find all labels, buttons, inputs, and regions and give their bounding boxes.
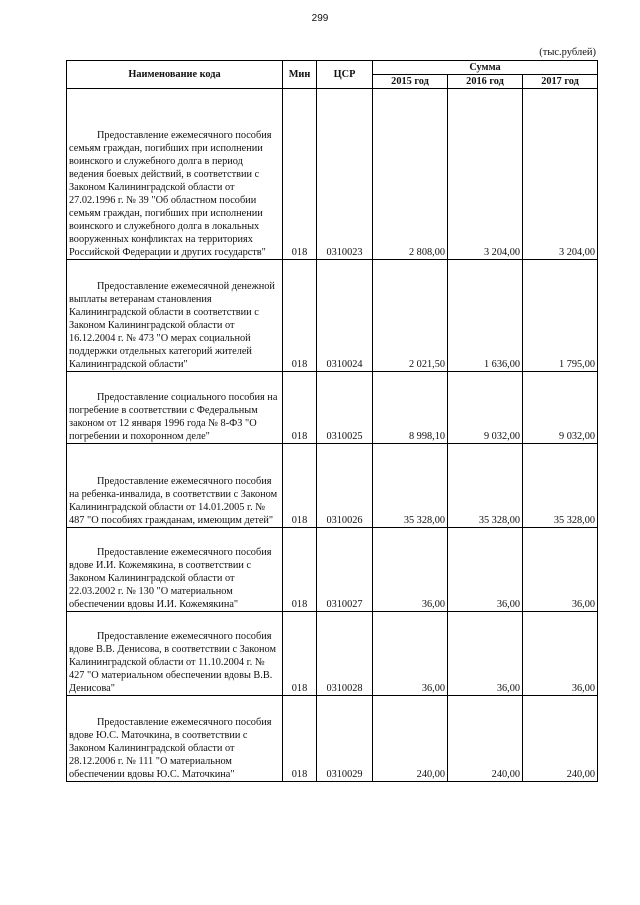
row-csr: 0310029 xyxy=(317,696,373,782)
row-value-2015: 2 021,50 xyxy=(373,260,448,372)
row-name: Предоставление социального пособия на погребение в соответствии с Федеральным законом от 12 января 1996 года № 8-ФЗ "О погребении и похоронном деле" xyxy=(67,372,283,444)
row-value-2015: 240,00 xyxy=(373,696,448,782)
row-min: 018 xyxy=(283,444,317,528)
table-row xyxy=(67,696,598,782)
row-value-2017: 36,00 xyxy=(523,612,598,696)
page-number: 299 xyxy=(311,13,329,24)
row-value-2017: 3 204,00 xyxy=(523,89,598,260)
row-min: 018 xyxy=(283,260,317,372)
row-value-2015: 36,00 xyxy=(373,528,448,612)
row-name: Предоставление ежемесячной денежной выплаты ветеранам становления Калининградской области в соответствии с Законом Калининградской области от 16.12.2004 г. № 473 "О мерах социальной поддержки отдельных категорий жителей Калининградской области" xyxy=(67,260,283,372)
row-name: Предоставление ежемесячного пособия вдове Ю.С. Маточкина, в соответствии с Законом Калининградской области от 28.12.2006 г. № 111 "О материальном обеспечении вдовы Ю.С. Маточкина" xyxy=(67,696,283,782)
row-min: 018 xyxy=(283,696,317,782)
table-row xyxy=(67,612,598,696)
row-value-2015: 36,00 xyxy=(373,612,448,696)
row-name: Предоставление ежемесячного пособия вдове И.И. Кожемякина, в соответствии с Законом Калининградской области от 22.03.2002 г. № 130 "О материальном обеспечении вдовы И.И. Кожемякина" xyxy=(67,528,283,612)
row-value-2015: 35 328,00 xyxy=(373,444,448,528)
row-value-2017: 240,00 xyxy=(523,696,598,782)
row-value-2016: 3 204,00 xyxy=(448,89,523,260)
header-csr: ЦСР xyxy=(317,61,373,89)
units-label: (тыс.рублей) xyxy=(539,47,596,58)
row-name: Предоставление ежемесячного пособия вдове В.В. Денисова, в соответствии с Законом Калининградской области от 11.10.2004 г. № 427 "О материальном обеспечении вдовы В.В. Денисова" xyxy=(67,612,283,696)
table-row xyxy=(67,89,598,260)
table-row xyxy=(67,372,598,444)
row-value-2015: 2 808,00 xyxy=(373,89,448,260)
row-value-2016: 240,00 xyxy=(448,696,523,782)
row-value-2017: 36,00 xyxy=(523,528,598,612)
row-value-2016: 36,00 xyxy=(448,528,523,612)
row-value-2016: 36,00 xyxy=(448,612,523,696)
row-value-2016: 1 636,00 xyxy=(448,260,523,372)
row-value-2017: 1 795,00 xyxy=(523,260,598,372)
header-min: Мин xyxy=(283,61,317,89)
row-csr: 0310024 xyxy=(317,260,373,372)
row-value-2017: 35 328,00 xyxy=(523,444,598,528)
row-name: Предоставление ежемесячного пособия на ребенка-инвалида, в соответствии с Законом Калининградской области от 14.01.2005 г. № 487 "О пособиях гражданам, имеющим детей" xyxy=(67,444,283,528)
row-csr: 0310027 xyxy=(317,528,373,612)
row-min: 018 xyxy=(283,89,317,260)
row-min: 018 xyxy=(283,528,317,612)
header-row-top xyxy=(67,61,598,75)
header-year-2015: 2015 год xyxy=(373,75,448,89)
table-row xyxy=(67,260,598,372)
header-sum: Сумма xyxy=(373,61,598,75)
row-csr: 0310028 xyxy=(317,612,373,696)
table-row xyxy=(67,444,598,528)
row-csr: 0310023 xyxy=(317,89,373,260)
header-year-2017: 2017 год xyxy=(523,75,598,89)
row-value-2016: 35 328,00 xyxy=(448,444,523,528)
table-row xyxy=(67,528,598,612)
row-csr: 0310025 xyxy=(317,372,373,444)
row-min: 018 xyxy=(283,372,317,444)
row-csr: 0310026 xyxy=(317,444,373,528)
header-name: Наименование кода xyxy=(67,61,283,89)
row-value-2015: 8 998,10 xyxy=(373,372,448,444)
row-min: 018 xyxy=(283,612,317,696)
header-year-2016: 2016 год xyxy=(448,75,523,89)
row-value-2017: 9 032,00 xyxy=(523,372,598,444)
row-value-2016: 9 032,00 xyxy=(448,372,523,444)
row-name: Предоставление ежемесячного пособия семьям граждан, погибших при исполнении воинского и служебного долга в период ведения боевых действий, в соответствии с Законом Калининградской области от 27.02.1996 г. № 39 "Об областном пособии семьям граждан, погибших при исполнении воинского и служебного долга в локальных вооруженных конфликтах на территориях Российской Федерации и других государств" xyxy=(67,89,283,260)
budget-table xyxy=(66,60,598,782)
